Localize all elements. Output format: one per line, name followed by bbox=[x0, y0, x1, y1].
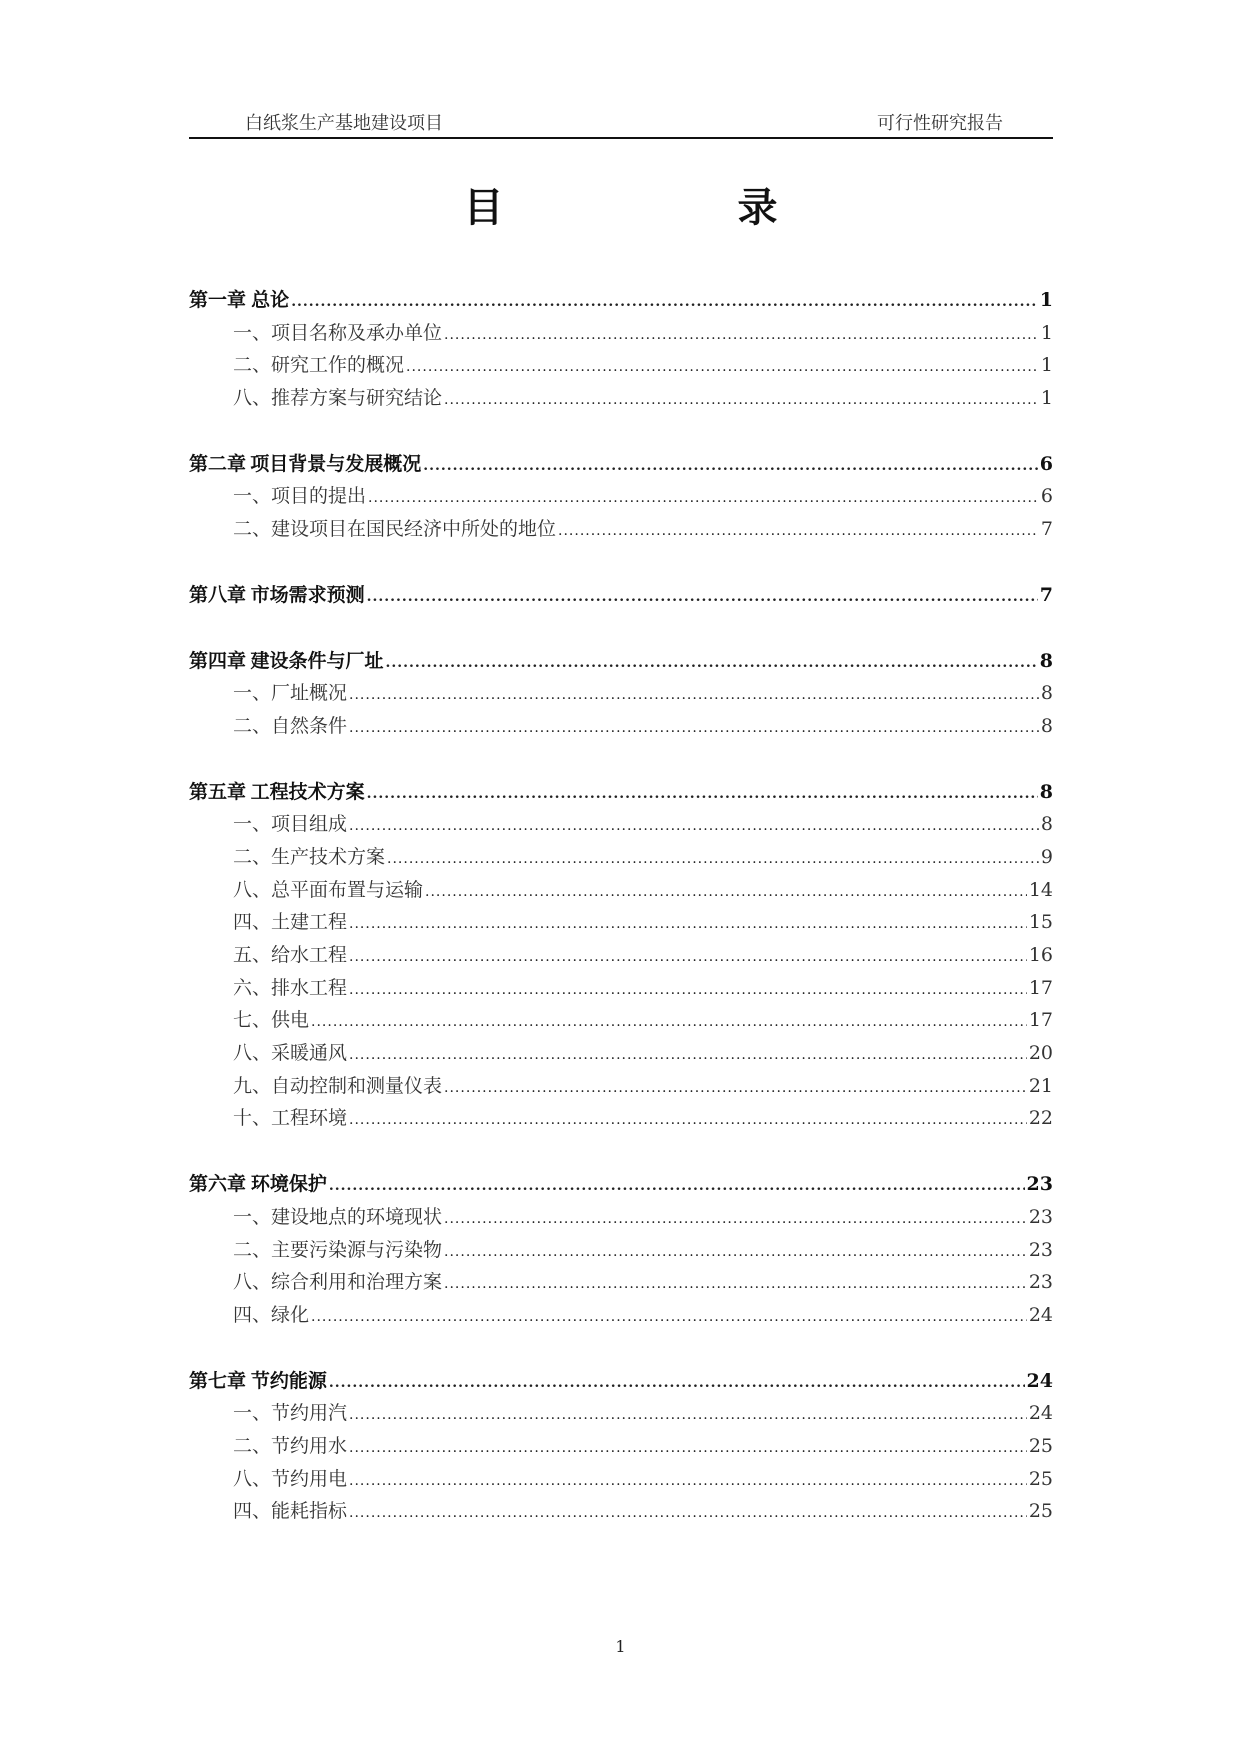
toc-section-entry[interactable] bbox=[189, 1430, 1053, 1463]
toc-chapter-entry[interactable] bbox=[189, 448, 1053, 481]
toc-section-entry[interactable] bbox=[189, 1463, 1053, 1496]
toc-section-entry[interactable] bbox=[189, 1070, 1053, 1103]
section-page-number: 24 bbox=[1028, 1303, 1053, 1326]
toc-section-entry[interactable] bbox=[189, 677, 1053, 710]
dot-leader bbox=[349, 1432, 1027, 1465]
chapter-number: 第四章 bbox=[189, 649, 247, 672]
dot-leader bbox=[386, 647, 1038, 680]
section-page-number: 7 bbox=[1040, 518, 1053, 541]
dot-leader bbox=[349, 974, 1027, 1007]
toc-section-entry[interactable] bbox=[189, 1299, 1053, 1332]
section-title: 五、给水工程 bbox=[233, 944, 348, 966]
dot-leader bbox=[444, 1268, 1027, 1301]
toc-section-entry[interactable] bbox=[189, 1102, 1053, 1135]
toc-chapter bbox=[189, 284, 1053, 415]
section-page-number: 16 bbox=[1028, 944, 1053, 966]
section-page-number: 22 bbox=[1028, 1107, 1053, 1130]
chapter-page-number: 24 bbox=[1026, 1369, 1053, 1392]
toc-section-entry[interactable] bbox=[189, 1201, 1053, 1234]
section-page-number: 8 bbox=[1040, 682, 1053, 705]
toc-chapter-entry[interactable] bbox=[189, 1365, 1053, 1398]
dot-leader bbox=[349, 712, 1039, 745]
toc-section-entry[interactable] bbox=[189, 841, 1053, 874]
dot-leader bbox=[349, 810, 1039, 843]
dot-leader bbox=[406, 351, 1039, 384]
toc-section-entry[interactable] bbox=[189, 382, 1053, 415]
dot-leader bbox=[349, 679, 1039, 712]
section-page-number: 1 bbox=[1040, 354, 1053, 377]
toc-section-entry[interactable] bbox=[189, 808, 1053, 841]
section-title: 二、研究工作的概况 bbox=[233, 354, 405, 377]
toc-section-entry[interactable] bbox=[189, 939, 1053, 972]
dot-leader bbox=[349, 908, 1027, 941]
section-page-number: 25 bbox=[1028, 1434, 1053, 1457]
section-page-number: 24 bbox=[1028, 1402, 1053, 1425]
dot-leader bbox=[349, 941, 1027, 974]
section-title: 二、生产技术方案 bbox=[233, 845, 386, 868]
section-title: 一、项目组成 bbox=[233, 813, 348, 836]
dot-leader bbox=[423, 450, 1037, 483]
section-page-number: 23 bbox=[1028, 1271, 1053, 1294]
dot-leader bbox=[444, 384, 1039, 417]
toc-chapter bbox=[189, 579, 1053, 612]
toc-chapter bbox=[189, 1365, 1053, 1528]
toc-chapter bbox=[189, 645, 1053, 743]
dot-leader bbox=[349, 1039, 1027, 1072]
chapter-page-number: 1 bbox=[1039, 289, 1053, 311]
chapter-page-number: 7 bbox=[1039, 583, 1053, 606]
chapter-page-number: 8 bbox=[1039, 649, 1053, 672]
toc-chapter bbox=[189, 448, 1053, 546]
dot-leader bbox=[368, 482, 1039, 515]
toc-section-entry[interactable] bbox=[189, 1397, 1053, 1430]
section-page-number: 25 bbox=[1028, 1467, 1053, 1490]
section-title: 一、节约用汽 bbox=[233, 1402, 348, 1425]
section-page-number: 8 bbox=[1040, 714, 1053, 737]
section-page-number: 9 bbox=[1040, 845, 1053, 868]
dot-leader bbox=[349, 1497, 1027, 1530]
dot-leader bbox=[558, 515, 1039, 548]
section-title: 六、排水工程 bbox=[233, 976, 348, 999]
section-title: 八、节约用电 bbox=[233, 1467, 348, 1490]
chapter-page-number: 6 bbox=[1039, 452, 1053, 475]
section-title: 四、能耗指标 bbox=[233, 1500, 348, 1523]
toc-title: 目 录 bbox=[463, 185, 888, 231]
section-title: 一、厂址概况 bbox=[233, 682, 348, 705]
section-page-number: 17 bbox=[1028, 976, 1053, 999]
section-page-number: 14 bbox=[1028, 878, 1053, 901]
toc-chapter-entry[interactable] bbox=[189, 1168, 1053, 1201]
dot-leader bbox=[367, 778, 1038, 811]
toc-chapter-entry[interactable] bbox=[189, 284, 1053, 317]
section-page-number: 20 bbox=[1028, 1042, 1053, 1065]
section-title: 八、总平面布置与运输 bbox=[233, 878, 424, 901]
dot-leader bbox=[349, 1399, 1027, 1432]
chapter-number: 第八章 bbox=[189, 583, 247, 606]
toc-section-entry[interactable] bbox=[189, 317, 1053, 350]
dot-leader bbox=[329, 1170, 1025, 1203]
chapter-number: 第二章 bbox=[189, 452, 247, 475]
section-page-number: 6 bbox=[1040, 485, 1053, 508]
chapter-title: 节约能源 bbox=[250, 1369, 327, 1392]
section-title: 八、采暖通风 bbox=[233, 1042, 348, 1065]
dot-leader bbox=[291, 286, 1038, 319]
toc-section-entry[interactable] bbox=[189, 1037, 1053, 1070]
chapter-title: 总论 bbox=[251, 289, 290, 311]
section-title: 九、自动控制和测量仪表 bbox=[233, 1074, 443, 1097]
dot-leader bbox=[444, 319, 1039, 352]
section-title: 八、推荐方案与研究结论 bbox=[233, 387, 443, 410]
dot-leader bbox=[349, 1465, 1027, 1498]
section-page-number: 21 bbox=[1028, 1074, 1053, 1097]
chapter-number: 第七章 bbox=[189, 1369, 247, 1392]
dot-leader bbox=[387, 843, 1039, 876]
section-page-number: 1 bbox=[1040, 321, 1053, 344]
toc-chapter-entry[interactable] bbox=[189, 645, 1053, 678]
toc-section-entry[interactable] bbox=[189, 480, 1053, 513]
section-title: 四、绿化 bbox=[233, 1303, 310, 1326]
dot-leader bbox=[444, 1236, 1027, 1269]
section-title: 一、建设地点的环境现状 bbox=[233, 1205, 443, 1228]
chapter-title: 环境保护 bbox=[250, 1173, 327, 1196]
section-title: 二、节约用水 bbox=[233, 1434, 348, 1457]
toc-section-entry[interactable] bbox=[189, 513, 1053, 546]
toc-section-entry[interactable] bbox=[189, 1495, 1053, 1528]
toc-section-entry[interactable] bbox=[189, 972, 1053, 1005]
toc-section-entry[interactable] bbox=[189, 1004, 1053, 1037]
toc-chapter-entry[interactable] bbox=[189, 776, 1053, 809]
section-title: 二、建设项目在国民经济中所处的地位 bbox=[233, 518, 557, 541]
chapter-number: 第一章 bbox=[189, 289, 247, 311]
section-title: 四、土建工程 bbox=[233, 911, 348, 934]
page-header bbox=[189, 105, 1053, 139]
section-page-number: 23 bbox=[1028, 1205, 1053, 1228]
dot-leader bbox=[367, 581, 1038, 614]
section-page-number: 25 bbox=[1028, 1500, 1053, 1523]
table-of-contents bbox=[189, 284, 1053, 1561]
section-page-number: 1 bbox=[1040, 387, 1053, 410]
section-title: 二、自然条件 bbox=[233, 714, 348, 737]
toc-section-entry[interactable] bbox=[189, 874, 1053, 907]
chapter-title: 建设条件与厂址 bbox=[250, 649, 384, 672]
toc-chapter bbox=[189, 1168, 1053, 1331]
toc-section-entry[interactable] bbox=[189, 1266, 1053, 1299]
toc-section-entry[interactable] bbox=[189, 710, 1053, 743]
toc-section-entry[interactable] bbox=[189, 349, 1053, 382]
chapter-title: 市场需求预测 bbox=[250, 583, 365, 606]
page-number: 1 bbox=[615, 1637, 626, 1656]
chapter-number: 第六章 bbox=[189, 1173, 247, 1196]
section-title: 一、项目的提出 bbox=[233, 485, 367, 508]
section-page-number: 23 bbox=[1028, 1238, 1053, 1261]
chapter-page-number: 8 bbox=[1039, 780, 1053, 803]
dot-leader bbox=[329, 1367, 1025, 1400]
dot-leader bbox=[444, 1203, 1027, 1236]
dot-leader bbox=[311, 1006, 1027, 1039]
section-title: 二、主要污染源与污染物 bbox=[233, 1238, 443, 1261]
section-title: 八、综合利用和治理方案 bbox=[233, 1271, 443, 1294]
section-page-number: 8 bbox=[1040, 813, 1053, 836]
section-page-number: 17 bbox=[1028, 1009, 1053, 1032]
section-title: 七、供电 bbox=[233, 1009, 310, 1032]
chapter-number: 第五章 bbox=[189, 780, 247, 803]
dot-leader bbox=[425, 876, 1027, 909]
section-title: 十、工程环境 bbox=[233, 1107, 348, 1130]
toc-section-entry[interactable] bbox=[189, 1234, 1053, 1267]
toc-section-entry[interactable] bbox=[189, 906, 1053, 939]
section-page-number: 15 bbox=[1028, 911, 1053, 934]
section-title: 一、项目名称及承办单位 bbox=[233, 321, 443, 344]
chapter-title: 项目背景与发展概况 bbox=[250, 452, 422, 475]
toc-chapter-entry[interactable] bbox=[189, 579, 1053, 612]
dot-leader bbox=[311, 1301, 1027, 1334]
dot-leader bbox=[444, 1072, 1027, 1105]
chapter-page-number: 23 bbox=[1026, 1173, 1053, 1196]
header-project-name: 白纸浆生产基地建设项目 bbox=[245, 113, 443, 134]
toc-chapter bbox=[189, 776, 1053, 1136]
dot-leader bbox=[349, 1104, 1027, 1137]
chapter-title: 工程技术方案 bbox=[250, 780, 365, 803]
header-report-type: 可行性研究报告 bbox=[877, 113, 1003, 134]
